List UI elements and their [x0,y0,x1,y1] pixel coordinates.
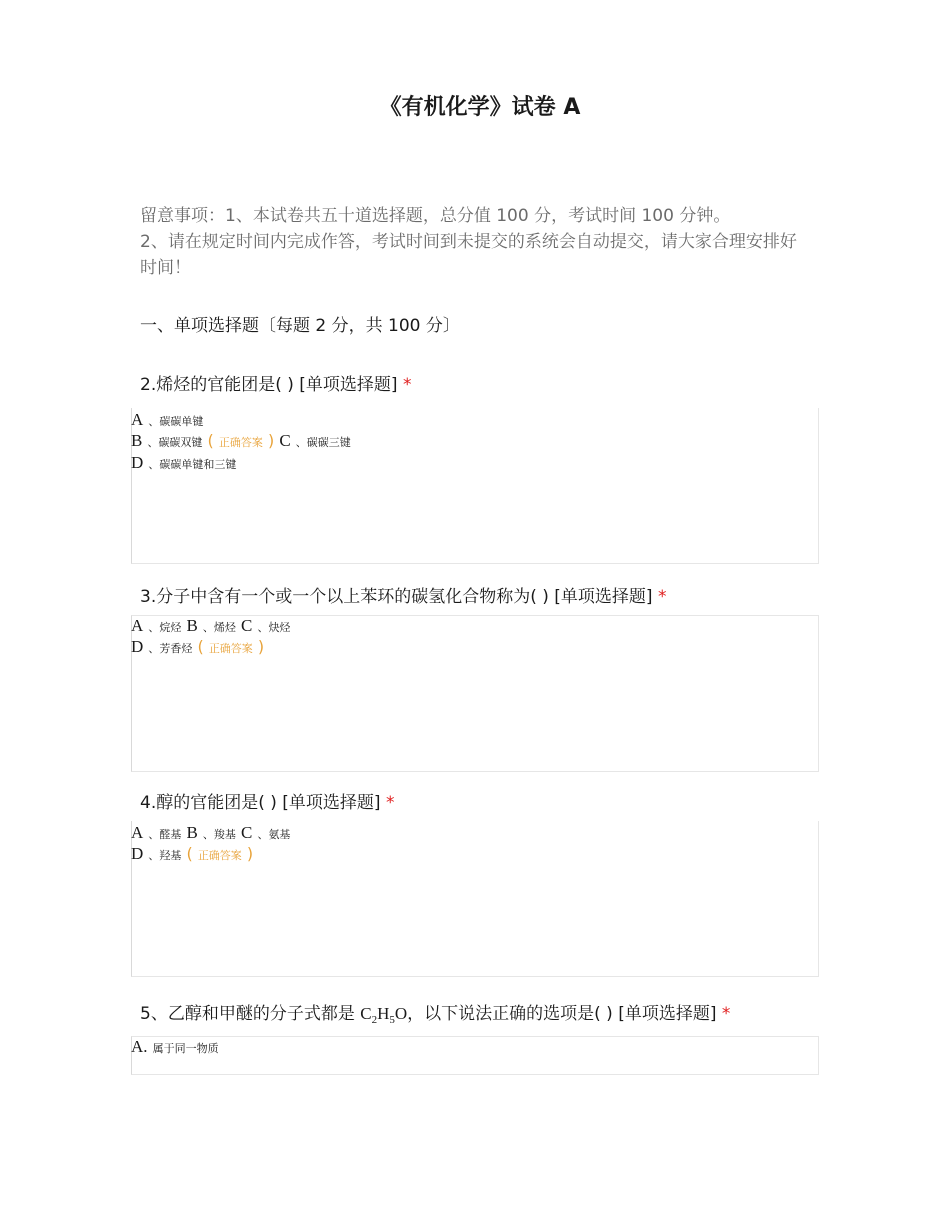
option-c[interactable]: C 、炔烃 [241,616,291,635]
option-row [131,410,203,432]
notice-line-2: 2、请在规定时间内完成作答，考试时间到未提交的系统会自动提交，请大家合理安排好时间！ [140,232,797,278]
option-d[interactable]: D 、碳碳单键和三键 [131,453,237,472]
question-2-title: 2.烯烃的官能团是( ) [单项选择题] * [140,375,412,395]
correct-answer-badge: ( 正确答案 ) [207,431,275,450]
exam-title: 《有机化学》试卷 A [379,95,581,120]
option-row [131,637,264,659]
option-d[interactable]: D 、羟基 [131,844,182,863]
question-3-title: 3.分子中含有一个或一个以上苯环的碳氢化合物称为( ) [单项选择题] * [140,587,667,607]
option-row [131,431,351,453]
option-a[interactable]: A 、烷烃 [131,616,182,635]
option-c[interactable]: C 、氨基 [241,823,291,842]
correct-answer-badge: ( 正确答案 ) [197,637,265,656]
option-b[interactable]: B 、烯烃 [186,616,236,635]
question-4-title: 4.醇的官能团是( ) [单项选择题] * [140,793,395,813]
section-heading: 一、单项选择题〔每题 2 分，共 100 分〕 [140,316,460,336]
option-row [131,616,290,638]
notice-line-1: 留意事项：1、本试卷共五十道选择题，总分值 100 分，考试时间 100 分钟。 [140,206,731,226]
option-a[interactable]: A 、醛基 [131,823,182,842]
option-d[interactable]: D 、芳香烃 [131,637,193,656]
required-mark: * [657,587,667,607]
question-5-title: 5、乙醇和甲醚的分子式都是 $C_2H_5O$，以下说法正确的选项是( ) [单项选择题] * [140,1004,731,1026]
notice [140,203,810,281]
option-a[interactable]: A. 属于同一物质 [131,1037,219,1056]
option-a[interactable]: A 、碳碳单键 [131,410,204,429]
required-mark: * [385,793,395,813]
option-row [131,453,236,475]
chemical-formula: $C_2H_5O$ [360,1004,408,1026]
option-b[interactable]: B 、羧基 [186,823,236,842]
required-mark: * [721,1004,731,1024]
required-mark: * [402,375,412,395]
option-row [131,823,290,845]
correct-answer-badge: ( 正确答案 ) [186,844,254,863]
question-5-options [131,1036,819,1075]
option-c[interactable]: C 、碳碳三键 [279,431,351,450]
option-row [131,844,253,866]
option-row [131,1037,219,1059]
option-b[interactable]: B 、碳碳双键 [131,431,203,450]
